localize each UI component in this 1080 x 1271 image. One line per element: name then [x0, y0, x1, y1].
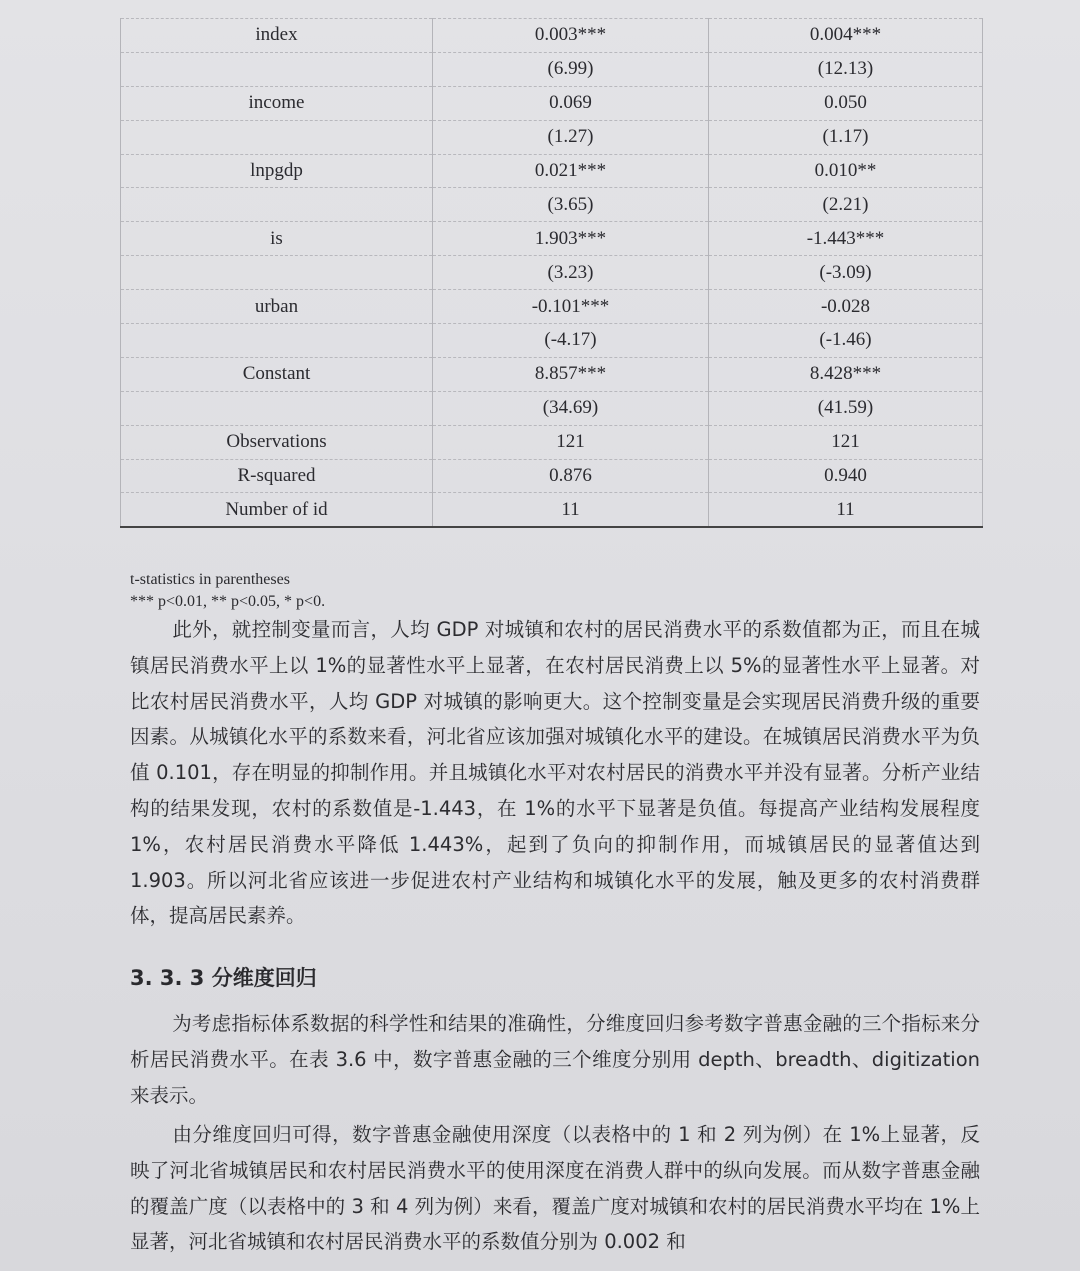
coefficient-cell: (-3.09) — [709, 256, 983, 290]
table-row — [121, 86, 983, 120]
table-row — [121, 154, 983, 188]
coefficient-cell: 0.003*** — [433, 19, 709, 53]
table-row — [121, 391, 983, 425]
variable-cell — [121, 52, 433, 86]
table-row — [121, 188, 983, 222]
variable-cell: Observations — [121, 425, 433, 459]
table-row — [121, 459, 983, 493]
variable-cell: R-squared — [121, 459, 433, 493]
coefficient-cell: 0.050 — [709, 86, 983, 120]
table-row — [121, 493, 983, 527]
variable-cell — [121, 256, 433, 290]
variable-cell — [121, 324, 433, 358]
variable-cell: Constant — [121, 357, 433, 391]
coefficient-cell: 0.069 — [433, 86, 709, 120]
coefficient-cell: (1.17) — [709, 120, 983, 154]
coefficient-cell: 8.428*** — [709, 357, 983, 391]
paragraph-control-variables: 此外，就控制变量而言，人均 GDP 对城镇和农村的居民消费水平的系数值都为正，而且在城镇居民消费水平上以 1%的显著性水平上显著，在农村居民消费上以 5%的显著性水平上显著。对比农村居民消费水平，人均 GDP 对城镇的影响更大。这个控制变量是会实现居民消费升级的重要因素。从城镇化水平的系数来看，河北省应该加强对城镇化水平的建设。在城镇居民消费水平为负值 0.101，存在明显的抑制作用。并且城镇化水平对农村居民的消费水平并没有显著。分析产业结构的结果发现，农村的系数值是-1.443，在 1%的水平下显著是负值。每提高产业结构发展程度 1%，农村居民消费水平降低 1.443%，起到了负向的抑制作用，而城镇居民的显著值达到 1.903。所以河北省应该进一步促进农村产业结构和城镇化水平的发展，触及更多的农村消费群体，提高居民素养。 — [130, 618, 980, 928]
coefficient-cell: 121 — [433, 425, 709, 459]
coefficient-cell: (-4.17) — [433, 324, 709, 358]
variable-cell: index — [121, 19, 433, 53]
coefficient-cell: 11 — [433, 493, 709, 527]
coefficient-cell: (6.99) — [433, 52, 709, 86]
coefficient-cell: (3.65) — [433, 188, 709, 222]
coefficient-cell: (-1.46) — [709, 324, 983, 358]
coefficient-cell: 0.876 — [433, 459, 709, 493]
coefficient-cell: 8.857*** — [433, 357, 709, 391]
coefficient-cell: 11 — [709, 493, 983, 527]
table-row — [121, 290, 983, 324]
coefficient-cell: (41.59) — [709, 391, 983, 425]
variable-cell: urban — [121, 290, 433, 324]
variable-cell — [121, 391, 433, 425]
table-note-tstat: t-statistics in parentheses — [130, 571, 290, 588]
variable-cell — [121, 120, 433, 154]
variable-cell: income — [121, 86, 433, 120]
coefficient-cell: -1.443*** — [709, 222, 983, 256]
table-row — [121, 120, 983, 154]
coefficient-cell: -0.028 — [709, 290, 983, 324]
coefficient-cell: 0.010** — [709, 154, 983, 188]
coefficient-cell: (2.21) — [709, 188, 983, 222]
coefficient-cell: (12.13) — [709, 52, 983, 86]
table-row — [121, 19, 983, 53]
variable-cell: lnpgdp — [121, 154, 433, 188]
table-row — [121, 357, 983, 391]
table-row — [121, 324, 983, 358]
coefficient-cell: -0.101*** — [433, 290, 709, 324]
regression-table — [120, 18, 983, 528]
variable-cell: is — [121, 222, 433, 256]
coefficient-cell: 0.940 — [709, 459, 983, 493]
variable-cell: Number of id — [121, 493, 433, 527]
paragraph-dimension-intro: 为考虑指标体系数据的科学性和结果的准确性，分维度回归参考数字普惠金融的三个指标来分析居民消费水平。在表 3.6 中，数字普惠金融的三个维度分别用 depth、breadth、digitization 来表示。 — [130, 1012, 980, 1107]
variable-cell — [121, 188, 433, 222]
table-row — [121, 222, 983, 256]
table-row — [121, 52, 983, 86]
coefficient-cell: 0.021*** — [433, 154, 709, 188]
coefficient-cell: (1.27) — [433, 120, 709, 154]
table-row — [121, 256, 983, 290]
paragraph-dimension-results: 由分维度回归可得，数字普惠金融使用深度（以表格中的 1 和 2 列为例）在 1%上显著，反映了河北省城镇居民和农村居民消费水平的使用深度在消费人群中的纵向发展。而从数字普惠金融的覆盖广度（以表格中的 3 和 4 列为例）来看，覆盖广度对城镇和农村的居民消费水平均在 1%上显著，河北省城镇和农村居民消费水平的系数值分别为 0.002 和 — [130, 1123, 980, 1254]
table-notes — [130, 569, 325, 613]
section-heading: 3. 3. 3 分维度回归 — [130, 966, 317, 990]
coefficient-cell: 1.903*** — [433, 222, 709, 256]
coefficient-cell: (3.23) — [433, 256, 709, 290]
table-note-significance: *** p<0.01, ** p<0.05, * p<0. — [130, 593, 326, 610]
coefficient-cell: 121 — [709, 425, 983, 459]
coefficient-cell: (34.69) — [433, 391, 709, 425]
coefficient-cell: 0.004*** — [709, 19, 983, 53]
table-row — [121, 425, 983, 459]
